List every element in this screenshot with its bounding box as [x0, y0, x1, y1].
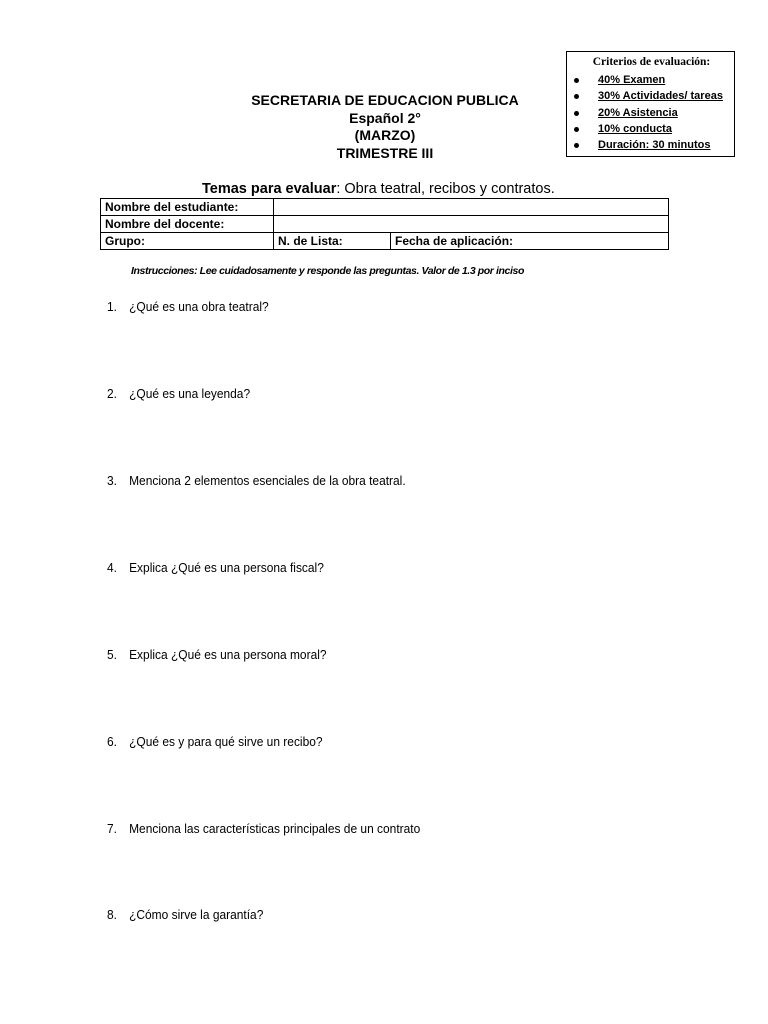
criterios-box [566, 51, 735, 157]
label-estudiante: Nombre del estudiante: [101, 199, 274, 216]
question-item: 4. Explica ¿Qué es una persona fiscal? [107, 560, 324, 575]
criterio-item: 40% Examen [575, 72, 728, 88]
temas-line [202, 181, 555, 197]
question-text: Explica ¿Qué es una persona moral? [129, 647, 327, 662]
bullet-icon [574, 78, 579, 83]
question-item: 2. ¿Qué es una leyenda? [107, 386, 251, 401]
temas-value: : Obra teatral, recibos y contratos. [336, 181, 555, 197]
question-item: 1. ¿Qué es una obra teatral? [107, 299, 269, 314]
temas-label: Temas para evaluar [202, 181, 337, 197]
question-item: 7. Menciona las características principales de un contrato [107, 821, 421, 836]
question-item: 6. ¿Qué es y para qué sirve un recibo? [107, 734, 323, 749]
student-info-table [100, 198, 669, 250]
document-header [180, 92, 590, 162]
question-text: ¿Cómo sirve la garantía? [129, 907, 264, 922]
question-text: ¿Qué es y para qué sirve un recibo? [129, 734, 323, 749]
label-docente: Nombre del docente: [101, 216, 274, 233]
criterio-item: 10% conducta [575, 121, 728, 137]
header-institution: SECRETARIA DE EDUCACION PUBLICA [251, 92, 519, 108]
label-fecha: Fecha de aplicación: [391, 233, 669, 250]
question-text: Explica ¿Qué es una persona fiscal? [129, 560, 324, 575]
criterio-item: Duración: 30 minutos [575, 137, 728, 153]
question-text: Menciona las características principales de un contrato [129, 821, 421, 836]
question-item: 8. ¿Cómo sirve la garantía? [107, 907, 264, 922]
criterios-list [575, 72, 728, 153]
header-subject: Español 2° [349, 109, 421, 126]
table-row [101, 199, 669, 216]
question-text: ¿Qué es una leyenda? [129, 386, 251, 401]
question-text: Menciona 2 elementos esenciales de la obra teatral. [129, 473, 406, 488]
label-lista: N. de Lista: [274, 233, 391, 250]
header-term: TRIMESTRE III [336, 144, 434, 161]
criterio-item: 30% Actividades/ tareas [575, 88, 728, 104]
question-item: 3. Menciona 2 elementos esenciales de la obra teatral. [107, 473, 406, 488]
criterios-title: Criterios de evaluación: [592, 56, 711, 68]
table-row [101, 233, 669, 250]
criterio-item: 20% Asistencia [575, 105, 728, 121]
table-row [101, 216, 669, 233]
question-text: ¿Qué es una obra teatral? [129, 299, 269, 314]
label-grupo: Grupo: [101, 233, 274, 250]
instructions: Instrucciones: Lee cuidadosamente y responde las preguntas. Valor de 1.3 por inciso [131, 265, 524, 277]
field-estudiante[interactable] [274, 199, 669, 216]
field-docente[interactable] [274, 216, 669, 233]
question-item: 5. Explica ¿Qué es una persona moral? [107, 647, 327, 662]
header-month: (MARZO) [354, 127, 416, 143]
